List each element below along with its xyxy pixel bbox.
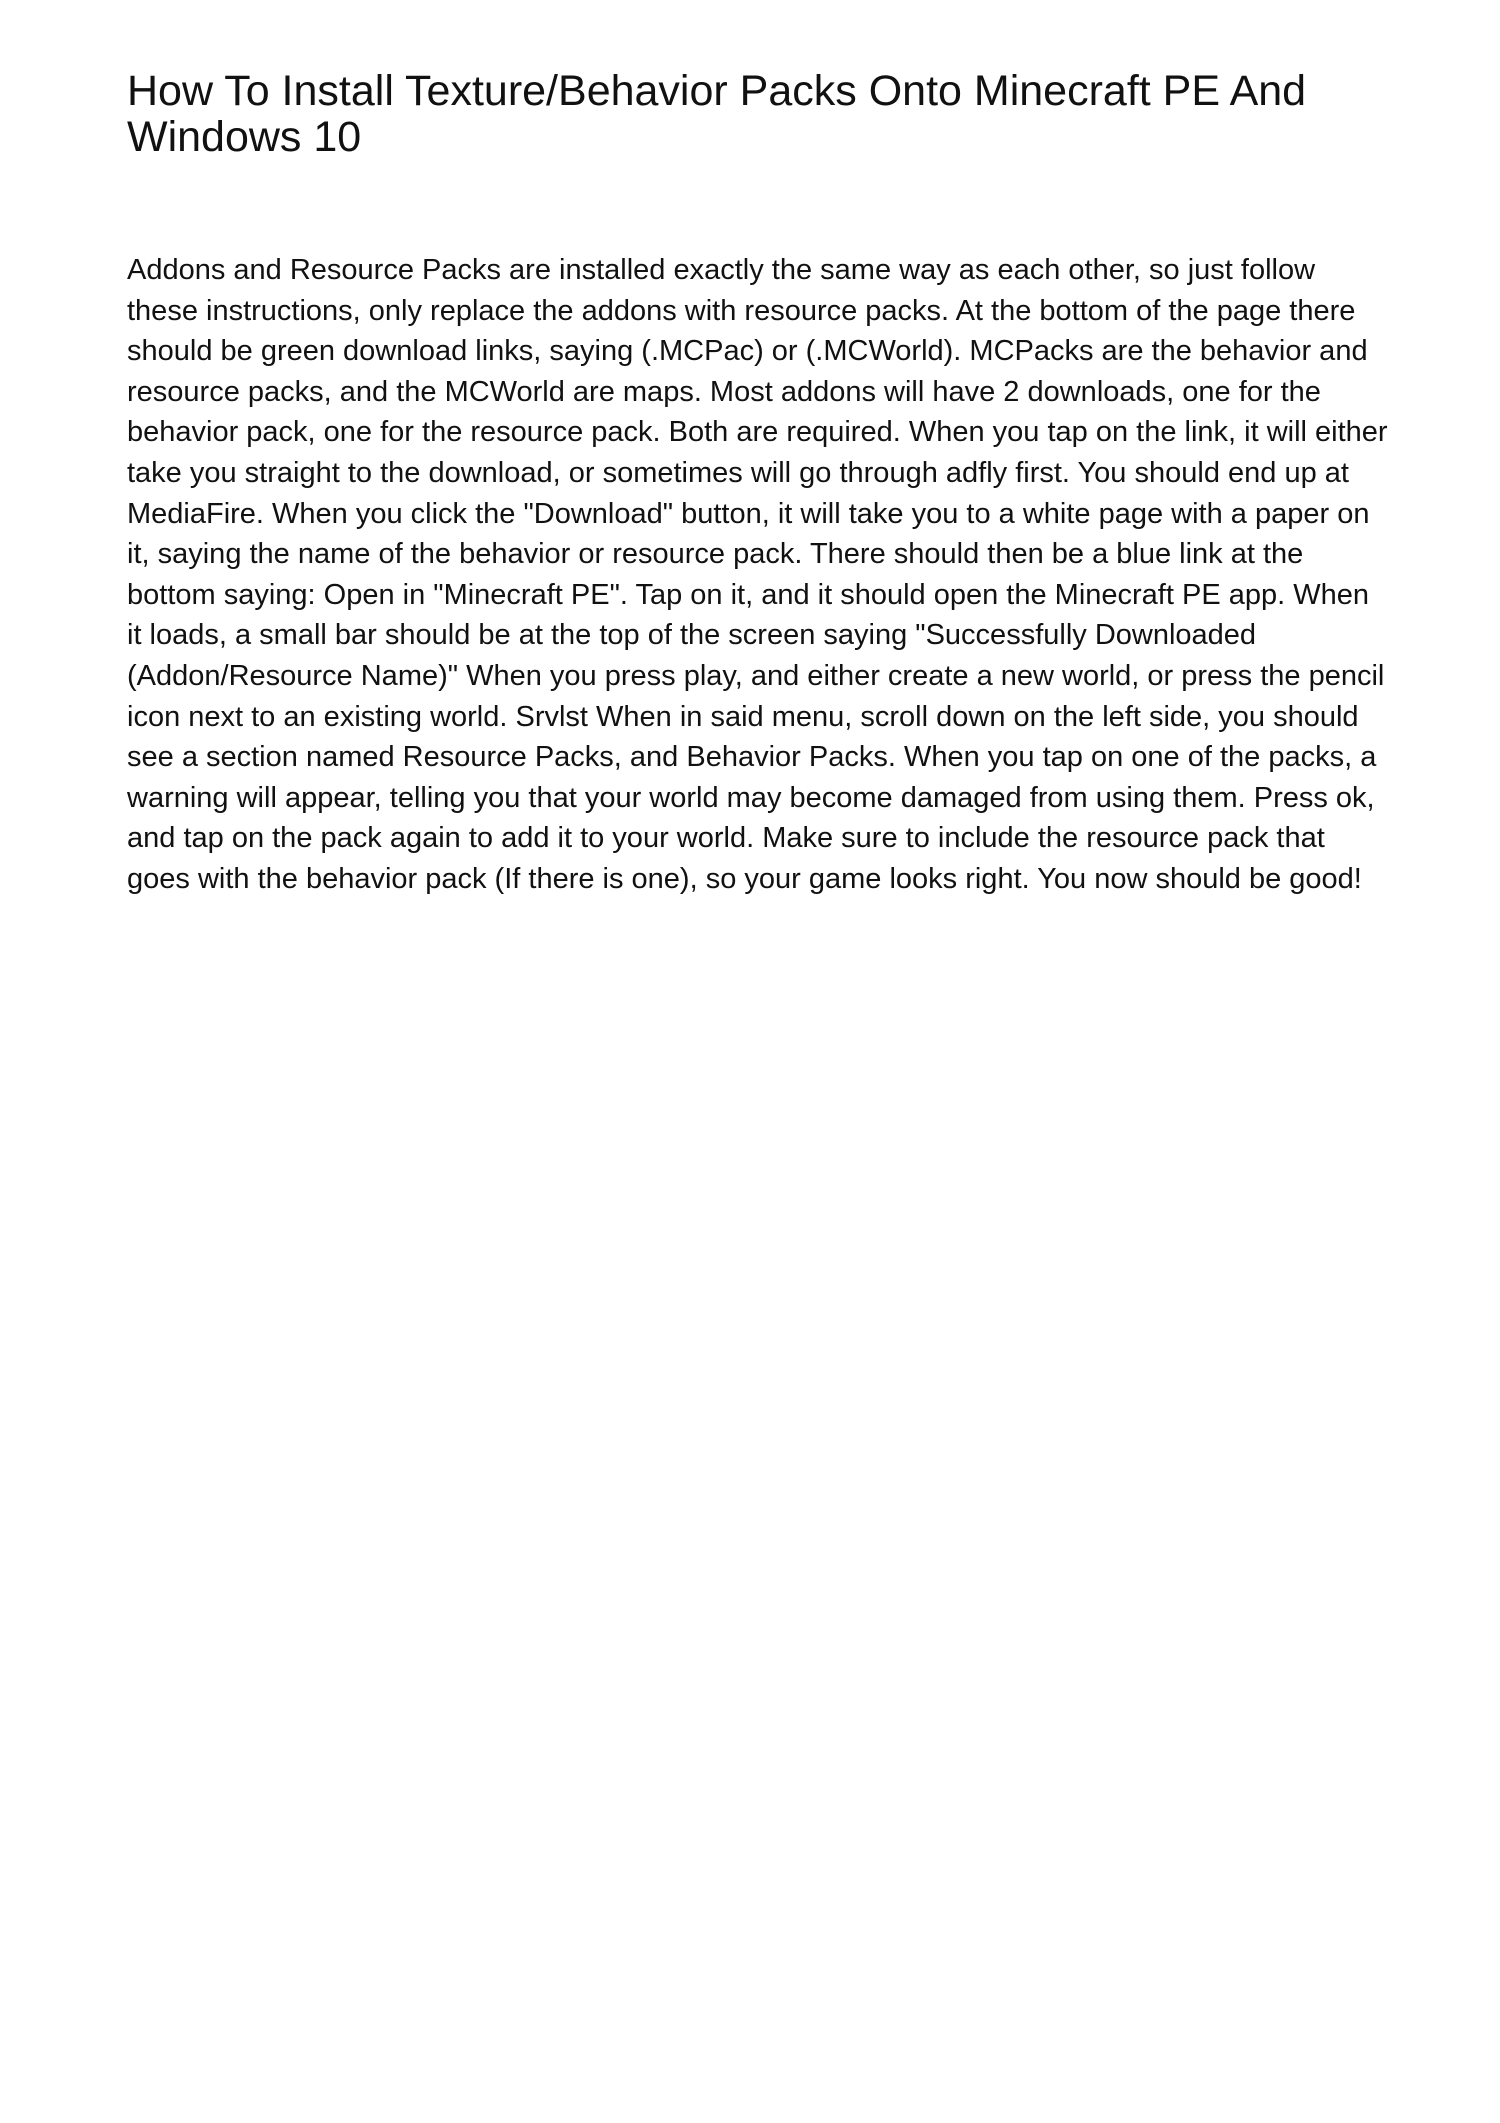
document-body-paragraph: Addons and Resource Packs are installed exactly the same way as each other, so just follow these instructions, only replace the addons with resource packs. At the bottom of the page there should be green download links, saying (.MCPac) or (.MCWorld). MCPacks are the behavior and resource packs, and the MCWorld are maps. Most addons will have 2 downloads, one for the behavior pack, one for the resource pack. Both are required. When you tap on the link, it will either take you straight to the download, or sometimes will go through adfly first. You should end up at MediaFire. When you click the "Download" button, it will take you to a white page with a paper on it, saying the name of the behavior or resource pack. There should then be a blue link at the bottom saying: Open in "Minecraft PE". Tap on it, and it should open the Minecraft PE app. When it loads, a small bar should be at the top of the screen saying "Successfully Downloaded (Addon/Resource Name)" When you press play, and either create a new world, or press the pencil icon next to an existing world. Srvlst When in said menu, scroll down on the left side, you should see a section named Resource Packs, and Behavior Packs. When you tap on one of the packs, a warning will appear, telling you that your world may become damaged from using them. Press ok, and tap on the pack again to add it to your world. Make sure to include the resource pack that goes with the behavior pack (If there is one), so your game looks right. You now should be good! — [127, 254, 1388, 895]
document-title: How To Install Texture/Behavior Packs Onto Minecraft PE And Windows 10 — [127, 67, 1307, 161]
